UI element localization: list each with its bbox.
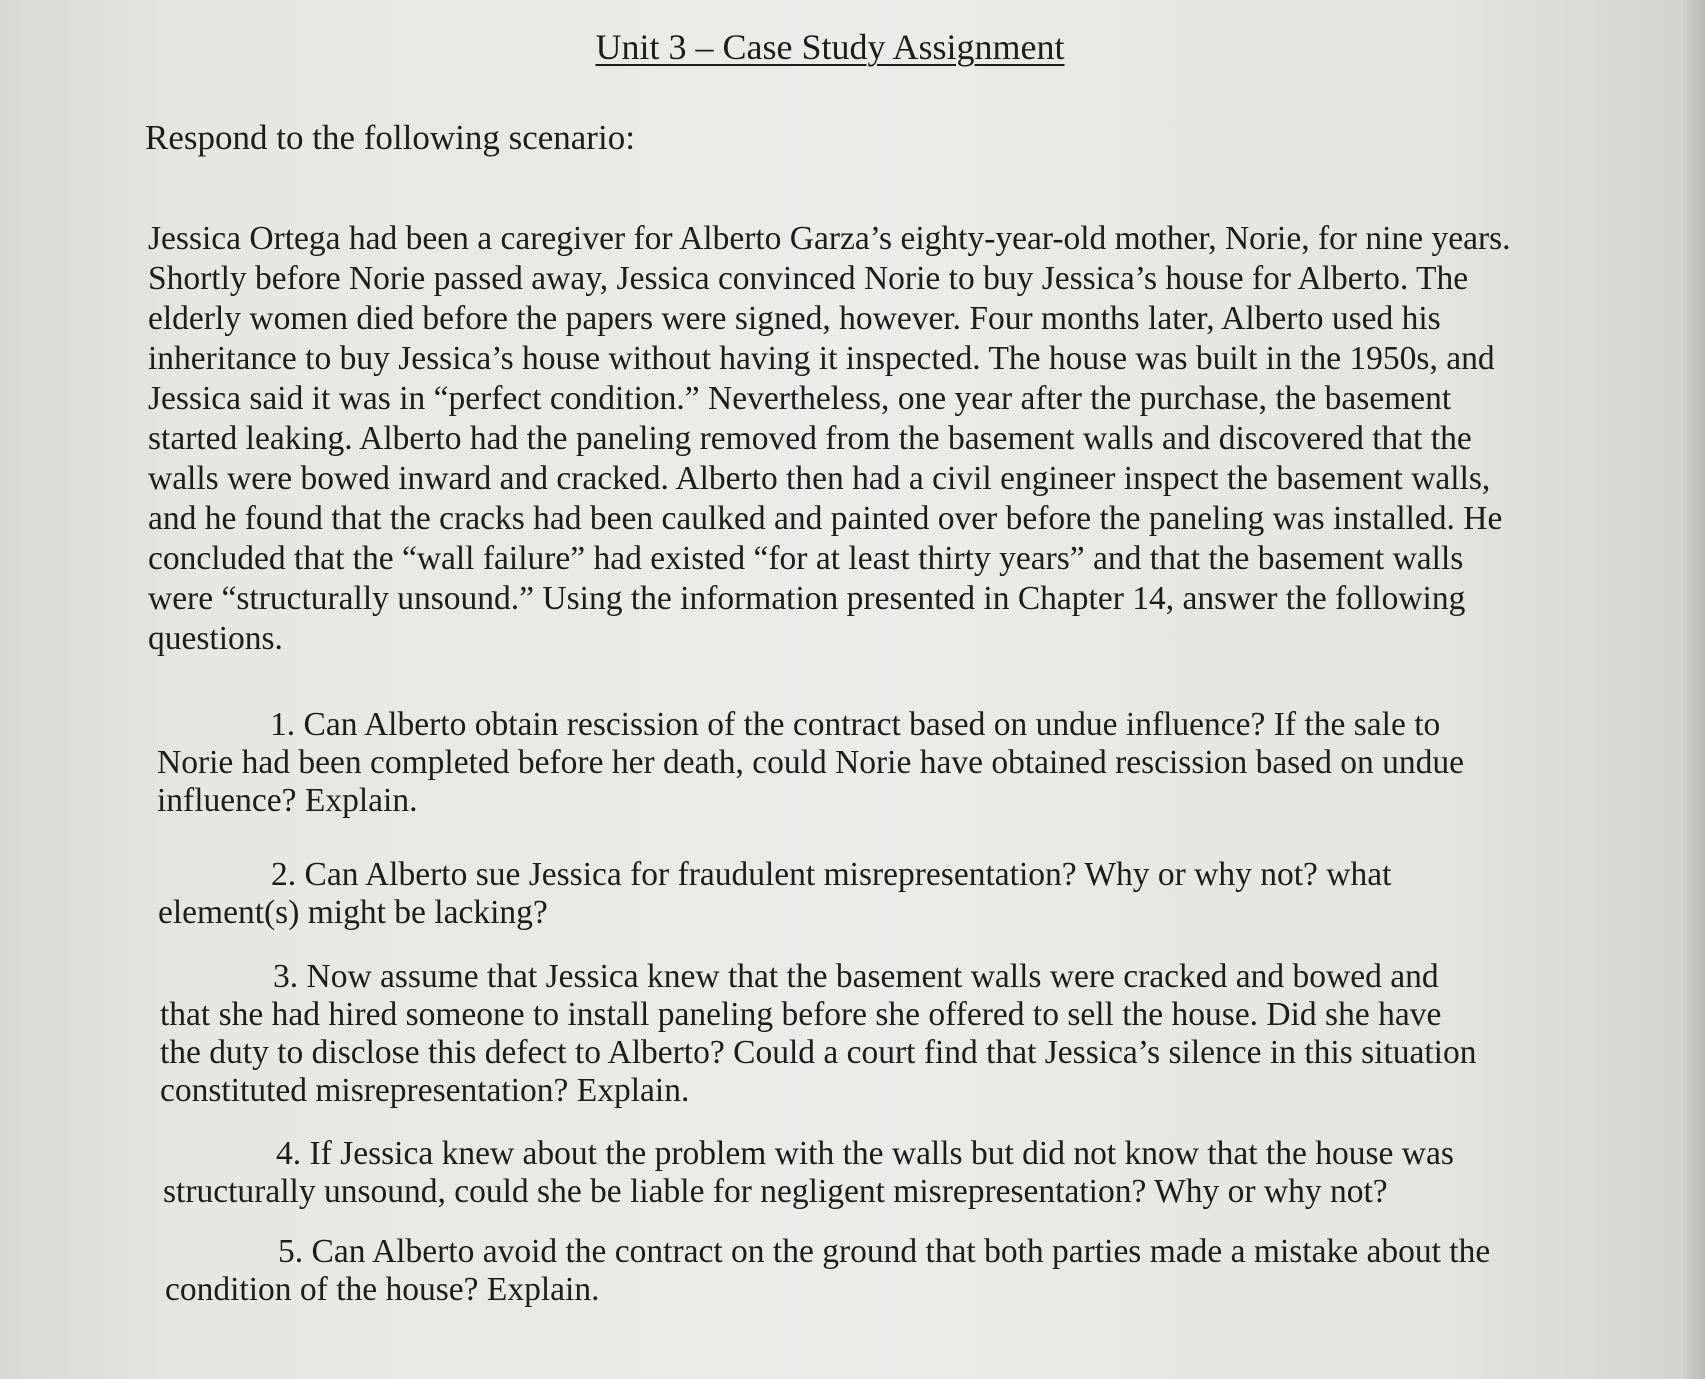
page-edge — [1683, 0, 1705, 1379]
scenario-paragraph: Jessica Ortega had been a caregiver for Alberto Garza’s eighty-year-old mother, Norie, for nine years. Shortly before Norie passed away, Jessica convinced Norie to buy Jessica’s house for Alberto. The elderly women died before the papers were signed, however. Four months later, Alberto used his inheritance to buy Jessica’s house without having it inspected. The house was built in the 1950s, and Jessica said it was in “perfect condition.” Nevertheless, one year after the purchase, the basement started leaking. Alberto had the paneling removed from the basement walls and discovered that the walls were bowed inward and cracked. Alberto then had a civil engineer inspect the basement walls, and he found that the cracks had been caulked and painted over before the paneling was installed. He concluded that the “wall failure” had existed “for at least thirty years” and that the basement walls were “structurally unsound.” Using the information presented in Chapter 14, answer the following questions. — [148, 220, 1511, 657]
document-title: Unit 3 – Case Study Assignment — [595, 27, 1065, 67]
question-4: 4. If Jessica knew about the problem with the walls but did not know that the house was structurally unsound, could she be liable for negligent misrepresentation? Why or why not? — [163, 1135, 1454, 1210]
intro-text: Respond to the following scenario: — [145, 118, 635, 157]
question-3: 3. Now assume that Jessica knew that the basement walls were cracked and bowed and that she had hired someone to install paneling before she offered to sell the house. Did she have the duty to disclose this defect to Alberto? Could a court find that Jessica’s silence in this situation constituted misrepresentation? Explain. — [160, 958, 1477, 1109]
question-2: 2. Can Alberto sue Jessica for fraudulent misrepresentation? Why or why not? what element(s) might be lacking? — [158, 856, 1392, 931]
question-5: 5. Can Alberto avoid the contract on the ground that both parties made a mistake about the condition of the house? Explain. — [165, 1233, 1491, 1308]
question-1: 1. Can Alberto obtain rescission of the contract based on undue influence? If the sale to Norie had been completed before her death, could Norie have obtained rescission based on undue influence? Explain. — [157, 706, 1464, 819]
